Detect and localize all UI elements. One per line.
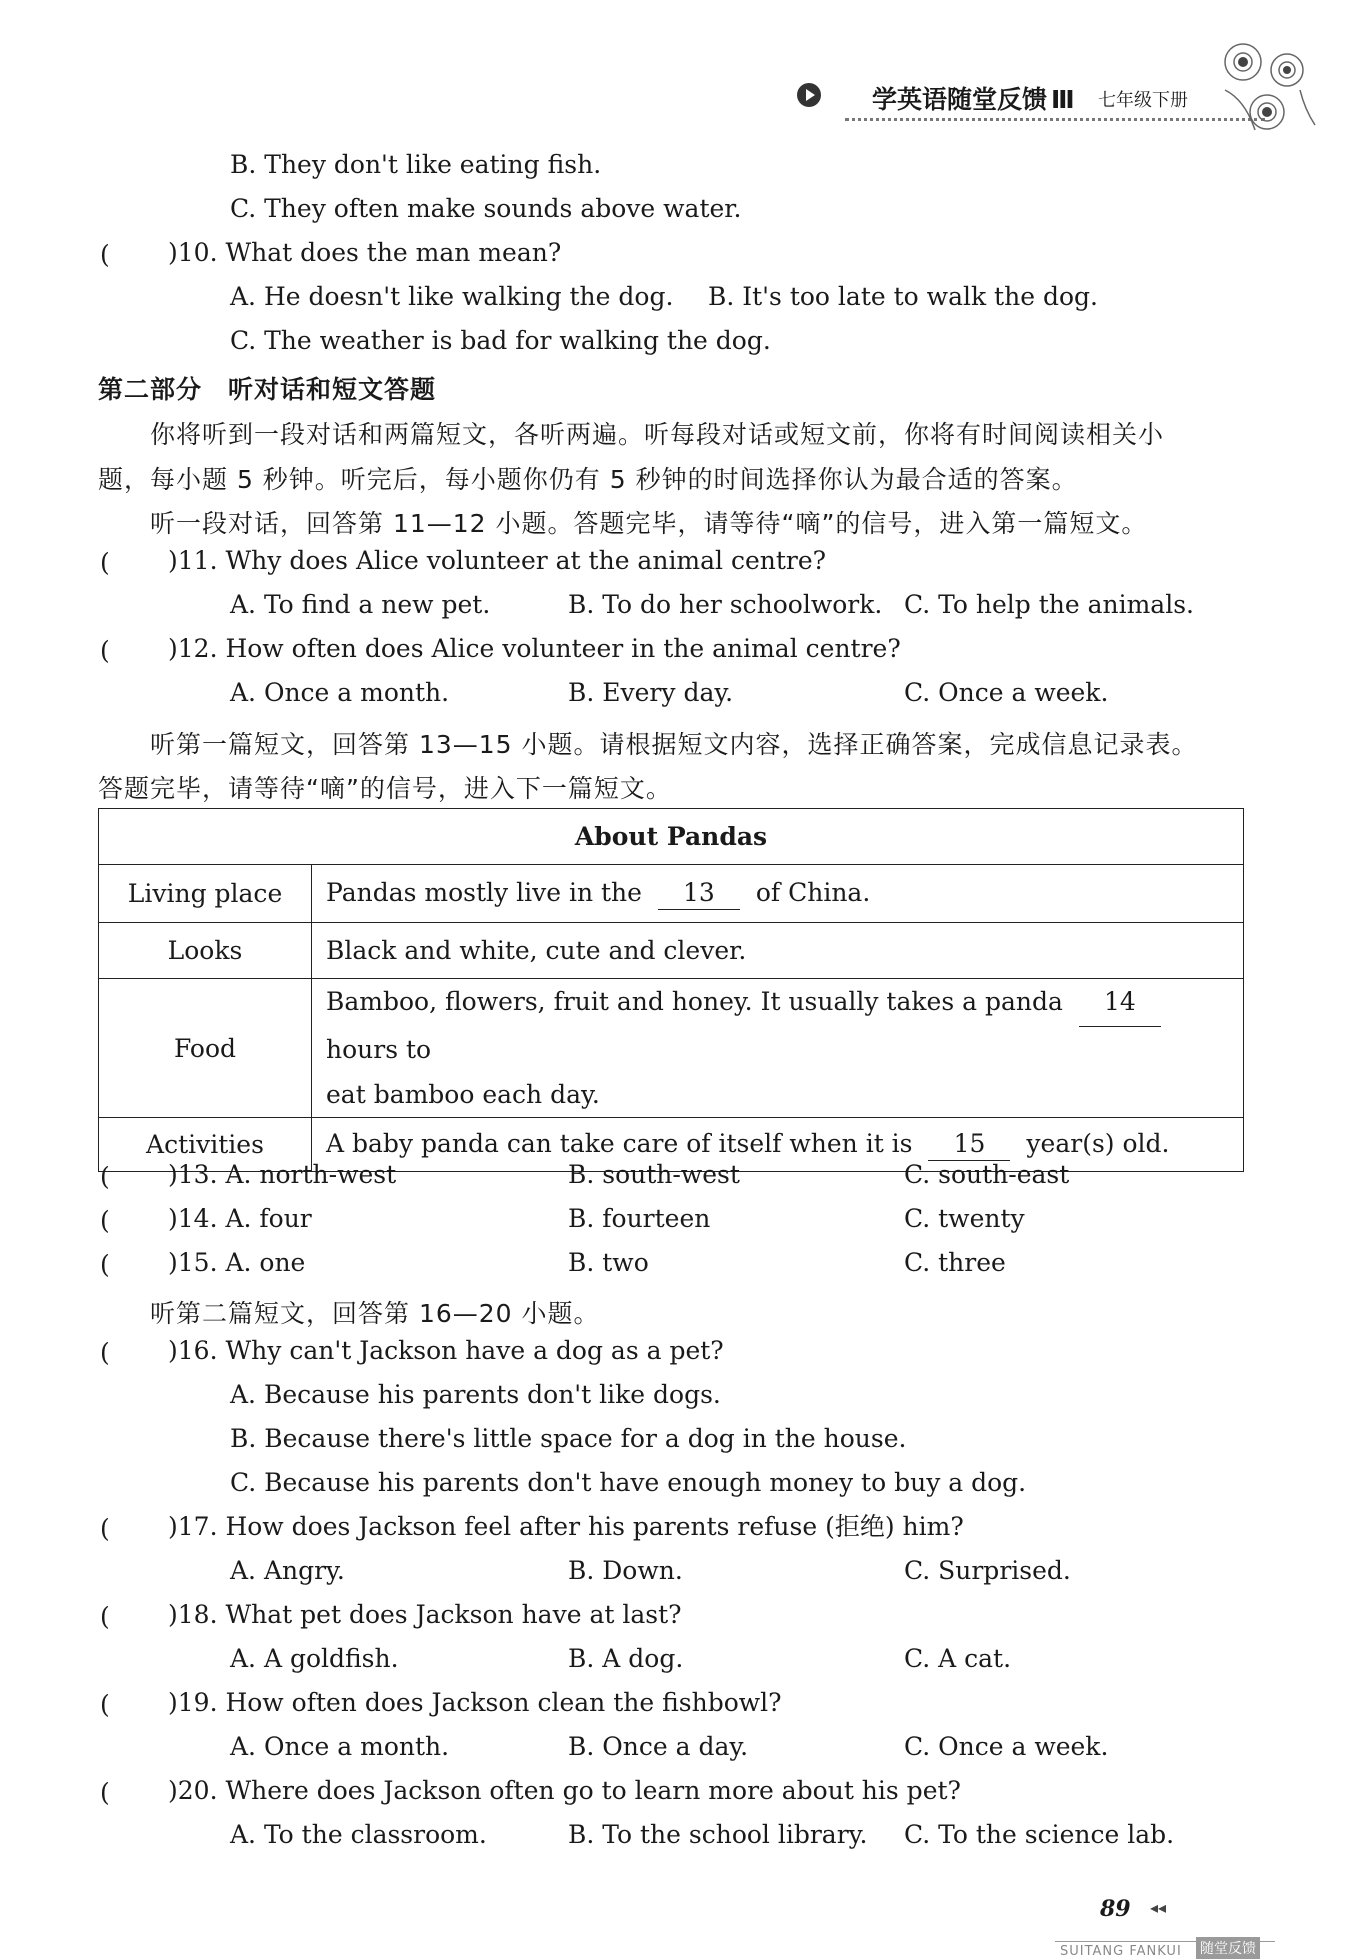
grade-label: 七年级下册 <box>1098 90 1188 111</box>
cell-text: year(s) old. <box>1026 1128 1170 1158</box>
answer-blank[interactable]: 13 <box>658 878 740 910</box>
answer-paren[interactable]: ( <box>100 1206 110 1235</box>
answer-paren[interactable]: ( <box>100 240 110 269</box>
answer-paren[interactable]: ( <box>100 1514 110 1543</box>
row-label: Activities <box>99 1118 312 1172</box>
row-label: Looks <box>99 923 312 979</box>
q13-option-c: C. south-east <box>904 1160 1070 1189</box>
q20-option-c: C. To the science lab. <box>904 1820 1175 1849</box>
table-title: About Pandas <box>99 809 1244 865</box>
instructions-line2: 题，每小题 5 秒钟。听完后，每小题你仍有 5 秒钟的时间选择你认为最合适的答案。 <box>98 465 1078 494</box>
answer-paren[interactable]: ( <box>100 1778 110 1807</box>
header-dotted-rule <box>845 118 1265 121</box>
play-icon <box>796 82 822 108</box>
q12-option-c: C. Once a week. <box>904 678 1109 707</box>
table-row <box>99 979 1244 1118</box>
q17-option-a: A. Angry. <box>230 1556 345 1585</box>
info-table <box>98 808 1244 1172</box>
cell-text: hours to <box>326 1035 432 1064</box>
question-12: )12. How often does Alice volunteer in the animal centre? <box>168 634 901 663</box>
arrow-left-icon: ◂◂ <box>1150 1898 1167 1917</box>
q18-option-b: B. A dog. <box>568 1644 684 1673</box>
q16-option-a: A. Because his parents don't like dogs. <box>230 1380 721 1409</box>
question-11: )11. Why does Alice volunteer at the animal centre? <box>168 546 827 575</box>
question-15: )15. A. one <box>168 1248 306 1277</box>
answer-blank[interactable]: 14 <box>1079 979 1161 1027</box>
q17-option-b: B. Down. <box>568 1556 683 1585</box>
q18-option-a: A. A goldfish. <box>230 1644 399 1673</box>
q19-option-c: C. Once a week. <box>904 1732 1109 1761</box>
q13-option-b: B. south-west <box>568 1160 740 1189</box>
cell-text: Bamboo, flowers, fruit and honey. It usually takes a panda <box>326 987 1063 1016</box>
instructions-line1: 你将听到一段对话和两篇短文，各听两遍。听每段对话或短文前，你将有时间阅读相关小 <box>150 420 1165 449</box>
cell-text: eat bamboo each day. <box>326 1080 600 1109</box>
q11-option-b: B. To do her schoolwork. <box>568 590 883 619</box>
passage2-instructions: 听第二篇短文，回答第 16—20 小题。 <box>150 1299 600 1328</box>
passage1-instructions-line2: 答题完毕，请等待“嘀”的信号，进入下一篇短文。 <box>98 774 672 803</box>
q9-option-b: B. They don't like eating fish. <box>230 150 602 179</box>
q15-option-b: B. two <box>568 1248 649 1277</box>
passage1-instructions-line1: 听第一篇短文，回答第 13—15 小题。请根据短文内容，选择正确答案，完成信息记录表。 <box>150 730 1198 759</box>
q10-option-a: A. He doesn't like walking the dog. <box>230 282 674 311</box>
question-13: )13. A. north-west <box>168 1160 397 1189</box>
sunflower-decoration-icon <box>1205 30 1325 140</box>
q18-option-c: C. A cat. <box>904 1644 1012 1673</box>
q12-option-b: B. Every day. <box>568 678 734 707</box>
q10-option-b: B. It's too late to walk the dog. <box>708 282 1098 311</box>
question-17: )17. How does Jackson feel after his parents refuse (拒绝) him? <box>168 1512 964 1541</box>
dialog-instructions: 听一段对话，回答第 11—12 小题。答题完毕，请等待“嘀”的信号，进入第一篇短文。 <box>150 509 1148 538</box>
cell-text: Black and white, cute and clever. <box>312 923 1244 979</box>
question-14: )14. A. four <box>168 1204 312 1233</box>
q20-option-b: B. To the school library. <box>568 1820 868 1849</box>
table-row <box>99 923 1244 979</box>
q17-option-c: C. Surprised. <box>904 1556 1071 1585</box>
q10-option-c: C. The weather is bad for walking the dog. <box>230 326 771 355</box>
q11-option-c: C. To help the animals. <box>904 590 1194 619</box>
answer-paren[interactable]: ( <box>100 1162 110 1191</box>
answer-paren[interactable]: ( <box>100 636 110 665</box>
cell-text: A baby panda can take care of itself when it is <box>326 1128 913 1158</box>
answer-paren[interactable]: ( <box>100 548 110 577</box>
row-label: Living place <box>99 865 312 923</box>
q12-option-a: A. Once a month. <box>230 678 450 707</box>
answer-paren[interactable]: ( <box>100 1338 110 1367</box>
q11-option-a: A. To find a new pet. <box>230 590 491 619</box>
cell-text: of China. <box>755 877 871 907</box>
question-10: )10. What does the man mean? <box>168 238 562 267</box>
answer-paren[interactable]: ( <box>100 1602 110 1631</box>
series-badge: 随堂反馈 <box>1196 1937 1260 1959</box>
question-16: )16. Why can't Jackson have a dog as a pet? <box>168 1336 724 1365</box>
page-number: 89 <box>1100 1896 1131 1922</box>
q14-option-c: C. twenty <box>904 1204 1025 1233</box>
q16-option-b: B. Because there's little space for a dog in the house. <box>230 1424 907 1453</box>
section-heading: 第二部分 听对话和短文答题 <box>98 375 437 404</box>
question-19: )19. How often does Jackson clean the fishbowl? <box>168 1688 782 1717</box>
q14-option-b: B. fourteen <box>568 1204 711 1233</box>
q19-option-b: B. Once a day. <box>568 1732 749 1761</box>
q16-option-c: C. Because his parents don't have enough money to buy a dog. <box>230 1468 1027 1497</box>
question-20: )20. Where does Jackson often go to learn more about his pet? <box>168 1776 961 1805</box>
row-label: Food <box>99 979 312 1118</box>
table-row <box>99 865 1244 923</box>
q15-option-c: C. three <box>904 1248 1006 1277</box>
q20-option-a: A. To the classroom. <box>230 1820 487 1849</box>
q9-option-c: C. They often make sounds above water. <box>230 194 742 223</box>
cell-text: Pandas mostly live in the <box>326 877 642 907</box>
answer-paren[interactable]: ( <box>100 1690 110 1719</box>
q19-option-a: A. Once a month. <box>230 1732 450 1761</box>
question-18: )18. What pet does Jackson have at last? <box>168 1600 682 1629</box>
answer-blank[interactable]: 15 <box>928 1129 1010 1161</box>
answer-paren[interactable]: ( <box>100 1250 110 1279</box>
series-name-en: SUITANG FANKUI <box>1060 1944 1182 1959</box>
book-title: 学英语随堂反馈 Ⅲ <box>872 85 1075 114</box>
